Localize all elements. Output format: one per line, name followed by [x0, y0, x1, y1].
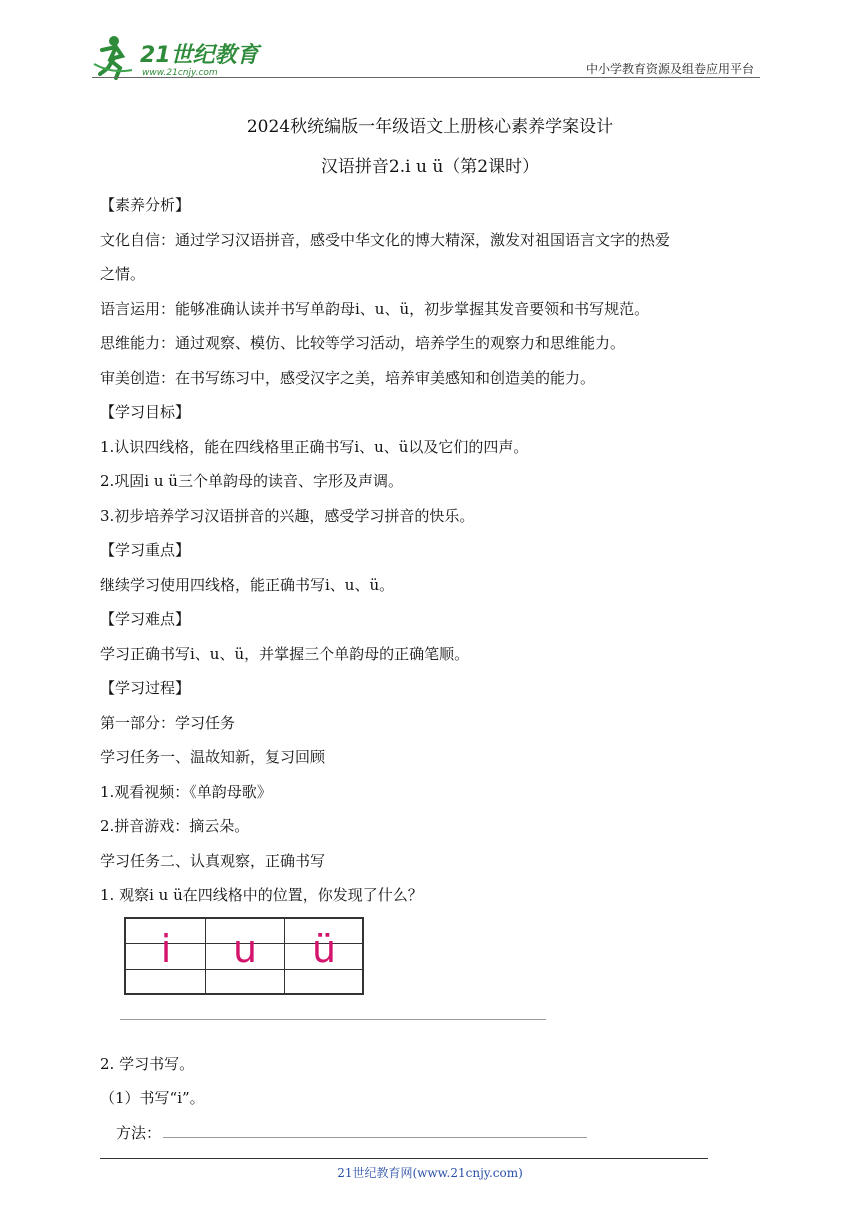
page-subtitle: 汉语拼音2.i u ü（第2课时） — [320, 157, 540, 177]
footer-link[interactable]: 21世纪教育网(www.21cnjy.com) — [337, 1166, 523, 1180]
body-line: 文化自信：通过学习汉语拼音，感受中华文化的博大精深，激发对祖国语言文字的热爱 — [100, 230, 671, 249]
svg-text:www.21cnjy.com: www.21cnjy.com — [142, 68, 218, 78]
four-line-grid — [124, 917, 364, 995]
body-line: 继续学习使用四线格，能正确书写i、u、ü。 — [100, 575, 395, 594]
section-heading: 【学习目标】 — [100, 403, 191, 421]
method-label: 方法： — [116, 1123, 162, 1142]
section-heading: 【素养分析】 — [100, 196, 191, 214]
site-logo — [92, 34, 262, 80]
body-line: 学习正确书写i、u、ü，并掌握三个单韵母的正确笔顺。 — [100, 644, 470, 663]
header-tagline: 中小学教育资源及组卷应用平台 — [585, 62, 754, 76]
body-line: 2.拼音游戏：摘云朵。 — [100, 817, 250, 835]
four-line-grid-figure — [100, 913, 760, 1047]
body-line: 3.初步培养学习汉语拼音的兴趣，感受学习拼音的快乐。 — [100, 506, 475, 525]
body-line: 语言运用：能够准确认读并书写单韵母i、u、ü，初步掌握其发音要领和书写规范。 — [100, 299, 650, 318]
grid-letter-i: i — [160, 926, 172, 971]
method-answer-line[interactable] — [163, 1137, 587, 1138]
grid-letter-v: ü — [311, 926, 337, 971]
method-row — [100, 1116, 760, 1151]
section-heading: 【学习难点】 — [100, 610, 191, 628]
body-line: 学习任务一、温故知新，复习回顾 — [100, 748, 326, 766]
body-line: 第一部分：学习任务 — [100, 713, 236, 732]
footer-divider — [100, 1158, 708, 1159]
header-divider — [92, 77, 760, 78]
body-line: 审美创造：在书写练习中，感受汉字之美，培养审美感知和创造美的能力。 — [100, 368, 596, 387]
body-line: 之情。 — [100, 265, 146, 283]
body-line: 1.认识四线格，能在四线格里正确书写i、u、ü以及它们的四声。 — [100, 437, 529, 456]
section-heading: 【学习过程】 — [100, 679, 191, 697]
page-title: 2024秋统编版一年级语文上册核心素养学案设计 — [246, 117, 614, 137]
body-line: 2.巩固i u ü三个单韵母的读音、字形及声调。 — [100, 472, 403, 490]
body-line: 1.观看视频：《单韵母歌》 — [100, 782, 272, 801]
runner-logo-icon — [92, 34, 262, 80]
body-line: （1）书写“i”。 — [100, 1089, 205, 1107]
document-body — [100, 188, 760, 1150]
svg-text:21世纪教育: 21世纪教育 — [140, 43, 259, 68]
body-line: 1. 观察i u ü在四线格中的位置，你发现了什么？ — [100, 886, 423, 904]
body-line: 2. 学习书写。 — [100, 1054, 195, 1073]
grid-letter-u: u — [232, 926, 258, 971]
answer-line[interactable] — [120, 1019, 546, 1020]
section-heading: 【学习重点】 — [100, 541, 191, 559]
body-line: 思维能力：通过观察、模仿、比较等学习活动，培养学生的观察力和思维能力。 — [100, 334, 626, 352]
body-line: 学习任务二、认真观察，正确书写 — [100, 851, 326, 870]
